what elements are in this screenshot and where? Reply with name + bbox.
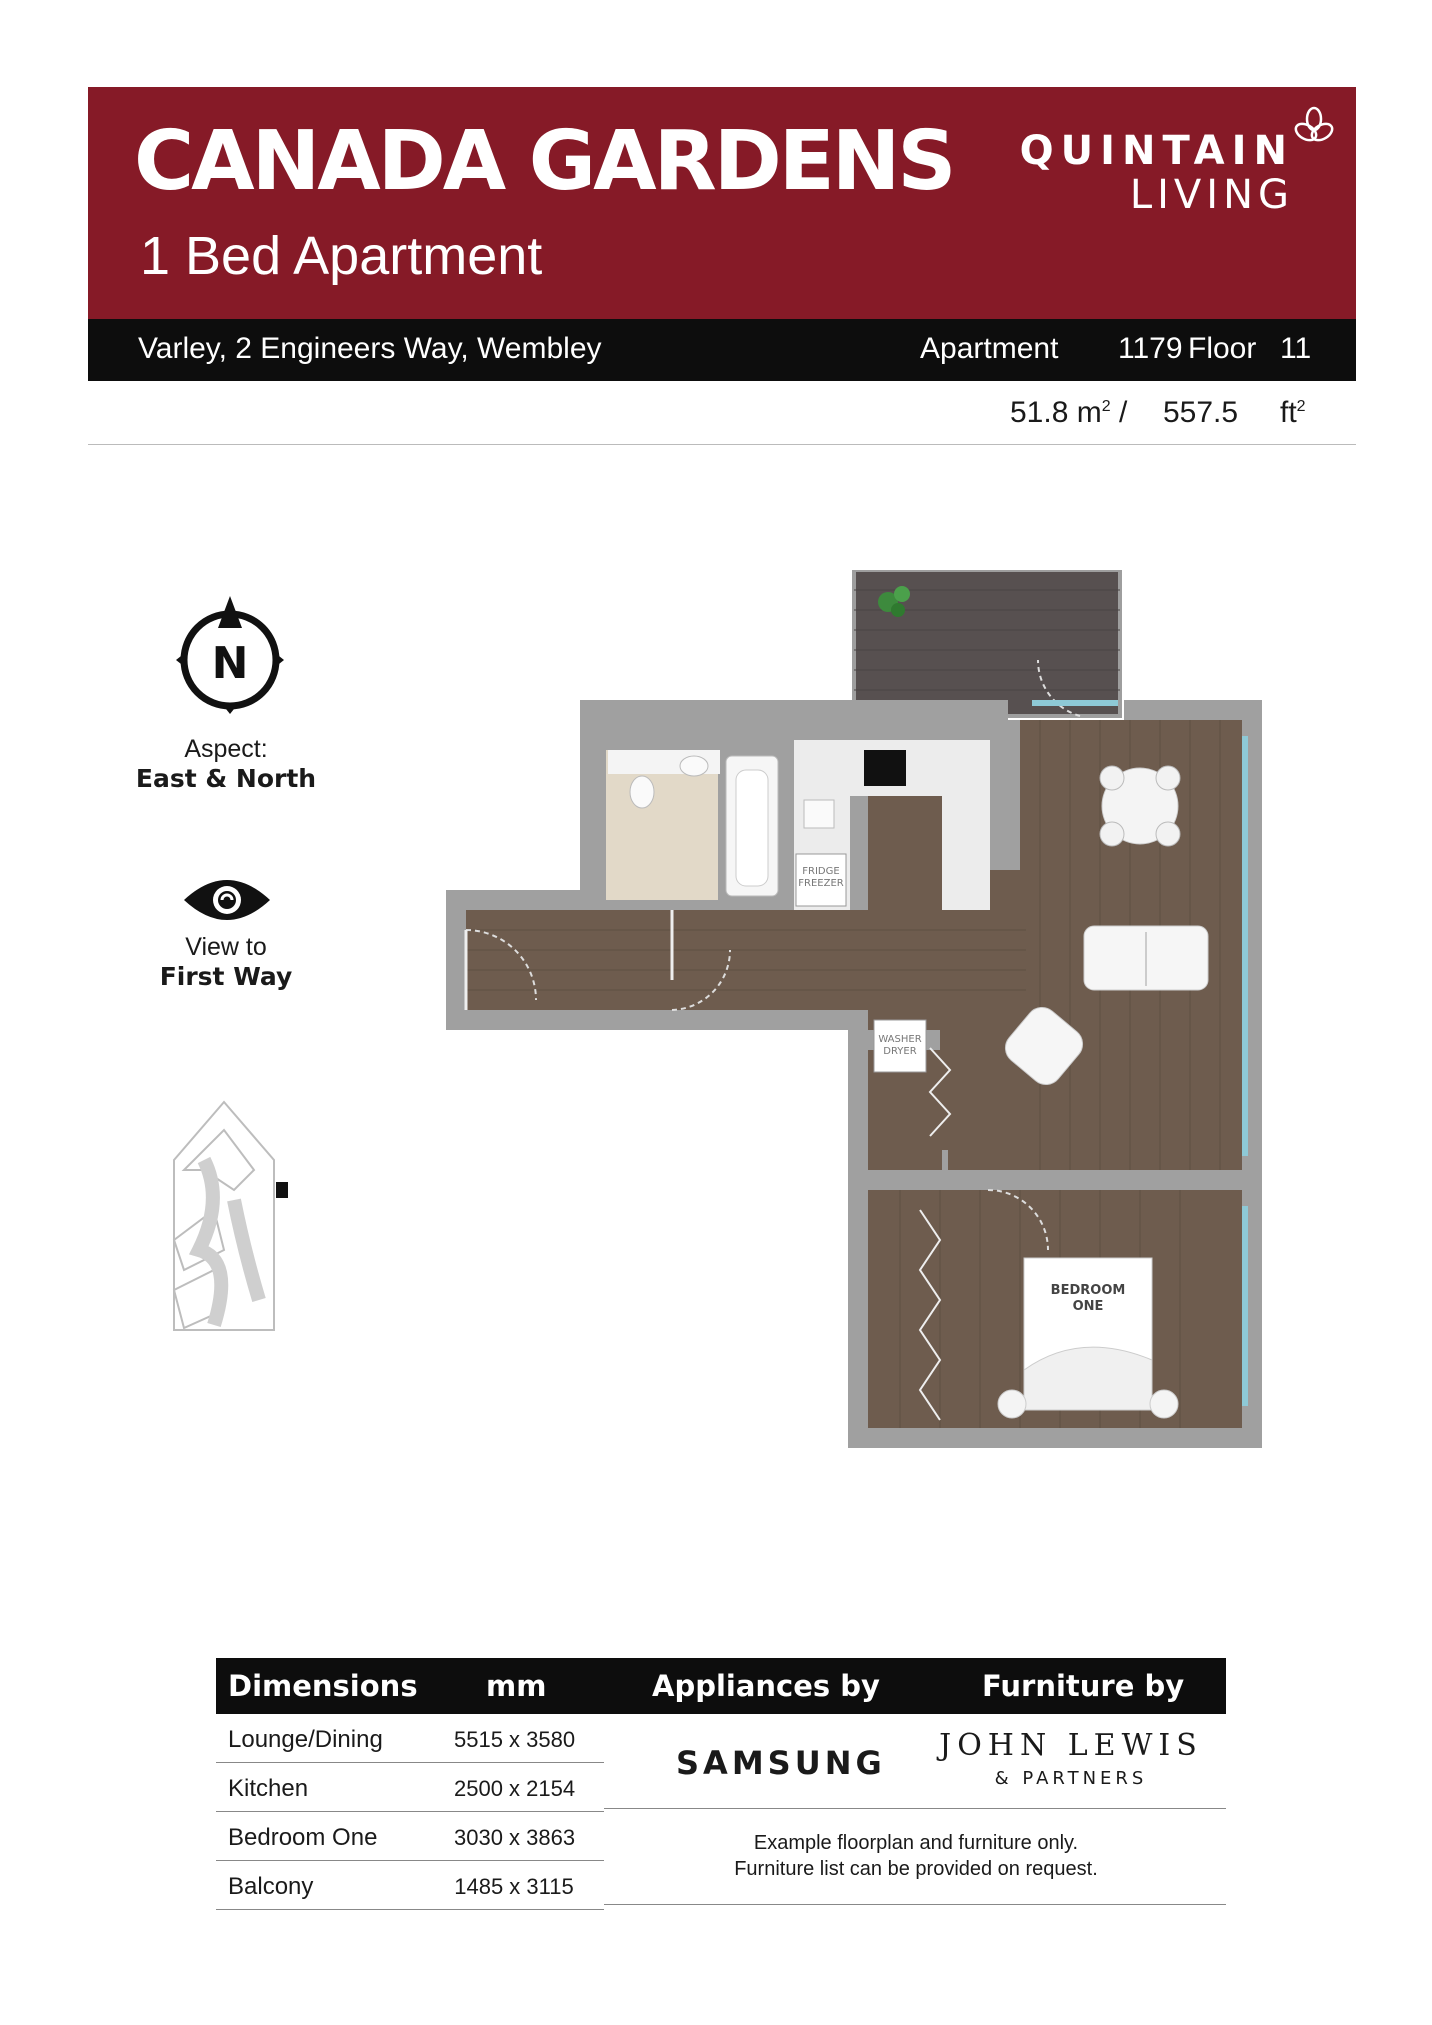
- area-sqft-value: 557.5: [1163, 396, 1239, 429]
- area-sqft-unit: ft: [1280, 396, 1297, 429]
- area-sqft-exponent: 2: [1296, 398, 1306, 415]
- toilet-icon: [630, 776, 654, 808]
- bedside-table-left: [998, 1390, 1026, 1418]
- room-dimensions: 1485 x 3115: [454, 1874, 574, 1899]
- header-furniture: Furniture by: [982, 1669, 1185, 1703]
- table-row: [216, 1861, 604, 1910]
- washer-label-1: WASHER: [878, 1034, 922, 1045]
- aspect-block: [76, 734, 376, 794]
- floor-label: Floor: [1188, 332, 1257, 365]
- lounge-window: [1242, 736, 1248, 1156]
- washer-label-2: DRYER: [883, 1046, 917, 1057]
- room-dimensions: 5515 x 3580: [454, 1727, 576, 1752]
- balcony-door-glass: [1032, 700, 1118, 706]
- table-bottom-line: [604, 1904, 1226, 1905]
- area-sqm-value: 51.8: [1010, 396, 1069, 429]
- brand-logo-line2: LIVING: [1129, 172, 1294, 218]
- bedroom-wall: [848, 1170, 1262, 1190]
- brands-divider: [604, 1808, 1226, 1809]
- area-sqm: [1010, 398, 1127, 428]
- address: Varley, 2 Engineers Way, Wembley: [138, 332, 602, 365]
- closet-wall: [848, 1020, 868, 1190]
- disclaimer-line-2: Furniture list can be provided on request.: [734, 1858, 1098, 1880]
- trefoil-logo-icon: [1292, 105, 1336, 147]
- room-dimensions: 3030 x 3863: [454, 1825, 576, 1850]
- bathroom-wall: [580, 700, 600, 910]
- view-label: View to: [185, 933, 267, 961]
- eye-icon: [182, 874, 272, 926]
- fridge-label-1: FRIDGE: [802, 866, 840, 877]
- brand-logo-line1: QUINTAIN: [1019, 128, 1294, 174]
- area-sqft: [1280, 398, 1306, 428]
- table-row: [216, 1714, 604, 1763]
- info-bar: [88, 319, 1356, 381]
- header-banner: [88, 87, 1356, 319]
- table-row: [216, 1812, 604, 1861]
- room-name: Bedroom One: [228, 1824, 378, 1851]
- samsung-logo: SAMSUNG: [676, 1744, 886, 1782]
- apartment-location-marker: [276, 1182, 288, 1198]
- bathtub-basin: [736, 770, 768, 886]
- floor-plan: [440, 570, 1270, 1450]
- bedside-table-right: [1150, 1390, 1178, 1418]
- fridge-label-2: FREEZER: [798, 878, 844, 889]
- header-appliances: Appliances by: [652, 1669, 880, 1703]
- table-row: [216, 1763, 604, 1812]
- compass-icon: [172, 592, 288, 716]
- compass-north-letter: N: [211, 638, 249, 689]
- area-separator: /: [1118, 396, 1128, 429]
- building-key-plan: [164, 1100, 294, 1340]
- area-sqm-exponent: 2: [1101, 398, 1111, 415]
- development-title: CANADA GARDENS: [134, 114, 954, 209]
- hob-icon: [864, 750, 906, 786]
- divider: [88, 444, 1356, 445]
- table-header: [216, 1658, 1226, 1714]
- sink-icon: [804, 800, 834, 828]
- bedroom-label-2: ONE: [1072, 1299, 1104, 1314]
- balcony: [854, 570, 1120, 716]
- room-dimensions: 2500 x 2154: [454, 1776, 576, 1801]
- kitchen-counter-right: [942, 740, 990, 910]
- bedroom-window: [1242, 1206, 1248, 1406]
- room-name: Kitchen: [228, 1775, 309, 1802]
- view-value: First Way: [159, 962, 293, 991]
- room-name: Balcony: [228, 1873, 314, 1900]
- kitchen-aisle-floor: [868, 780, 948, 1030]
- floor-number: 11: [1280, 332, 1312, 365]
- basin-icon: [680, 756, 708, 776]
- header-dimensions: Dimensions: [228, 1669, 418, 1703]
- bedroom-label-1: BEDROOM: [1050, 1283, 1126, 1298]
- aspect-label: Aspect:: [184, 735, 268, 763]
- john-lewis-partners: & PARTNERS: [994, 1768, 1148, 1789]
- john-lewis-logo: JOHN LEWIS: [939, 1728, 1203, 1763]
- area-sqm-unit: m: [1076, 396, 1102, 429]
- header-mm: mm: [486, 1669, 547, 1703]
- apartment-number: 1179: [1118, 332, 1183, 365]
- view-block: [76, 932, 376, 992]
- aspect-value: East & North: [135, 764, 317, 793]
- apartment-label: Apartment: [920, 332, 1059, 365]
- room-name: Lounge/Dining: [228, 1726, 383, 1753]
- apartment-type: 1 Bed Apartment: [140, 226, 543, 286]
- disclaimer-line-1: Example floorplan and furniture only.: [753, 1832, 1079, 1854]
